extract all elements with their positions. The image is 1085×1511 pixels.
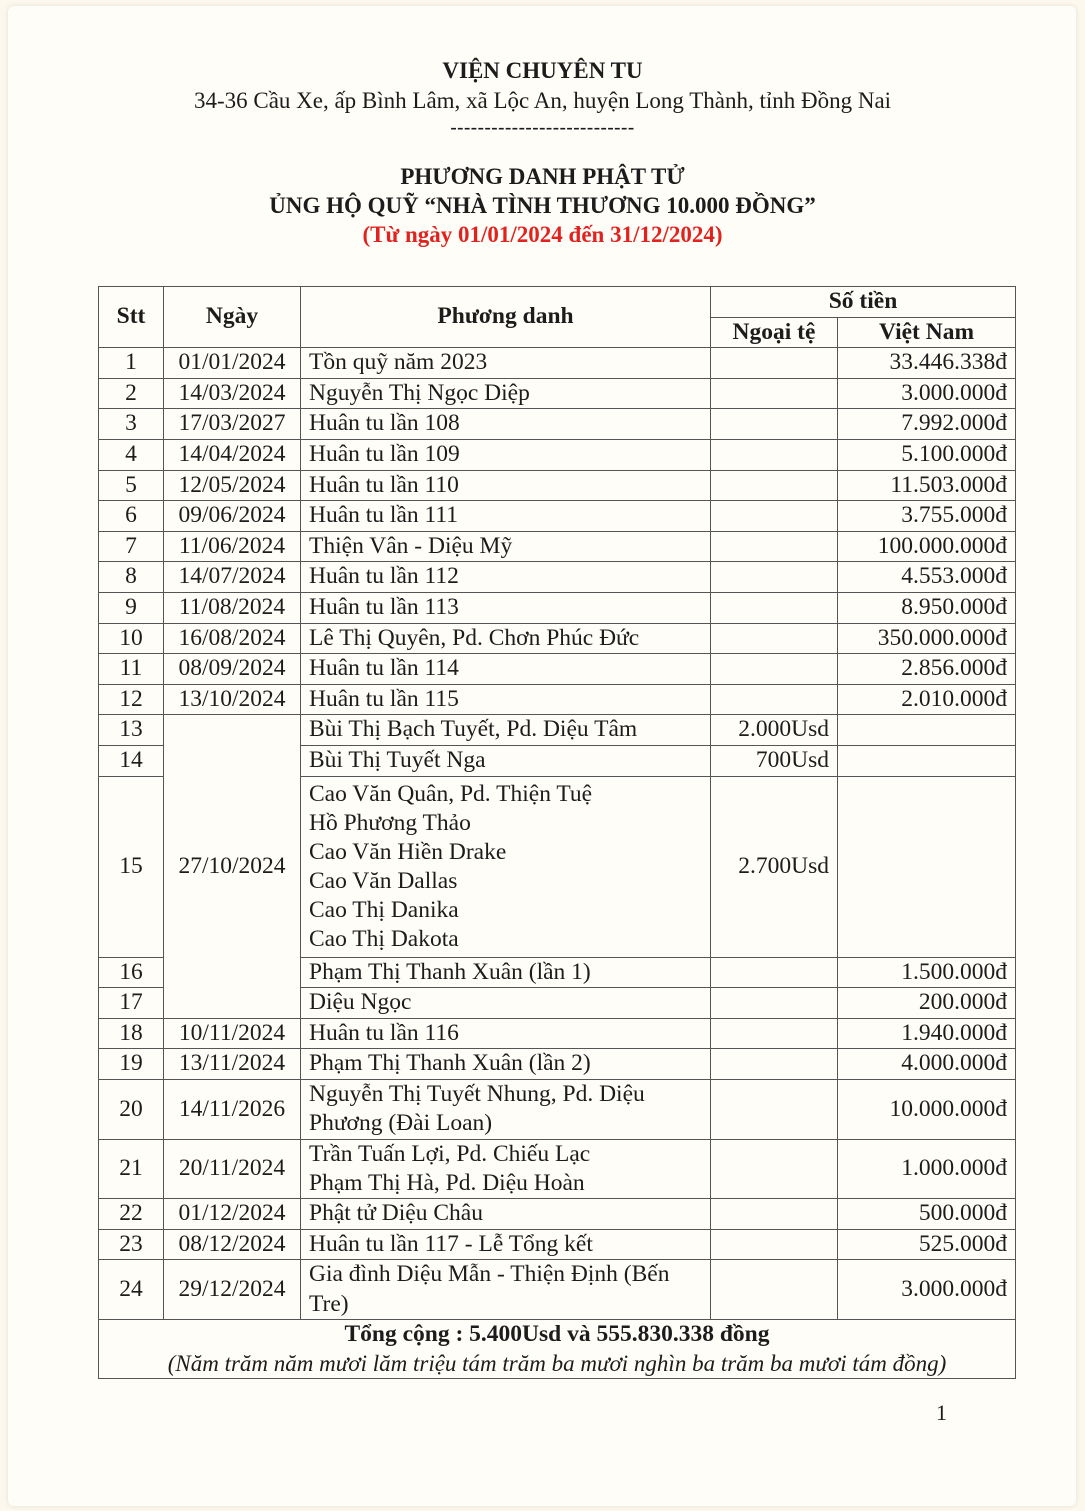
row-stt: 12 <box>99 684 164 715</box>
row-date: 11/06/2024 <box>164 531 301 562</box>
row-date: 14/04/2024 <box>164 439 301 470</box>
row-name: Phạm Thị Thanh Xuân (lần 2) <box>301 1049 711 1080</box>
row-foreign-amount <box>711 531 838 562</box>
row-vnd-amount <box>838 745 1016 776</box>
row-name: Nguyễn Thị Ngọc Diệp <box>301 378 711 409</box>
document-title: PHƯƠNG DANH PHẬT TỬ <box>400 164 685 189</box>
table-row <box>99 378 1016 409</box>
row-name: Phạm Thị Thanh Xuân (lần 1) <box>301 957 711 988</box>
row-vnd-amount: 33.446.338đ <box>838 348 1016 379</box>
header-stt: Stt <box>99 287 164 348</box>
row-stt: 2 <box>99 378 164 409</box>
table-row <box>99 715 1016 746</box>
row-stt: 11 <box>99 654 164 685</box>
row-vnd-amount: 4.000.000đ <box>838 1049 1016 1080</box>
row-name: Huân tu lần 111 <box>301 501 711 532</box>
header-date: Ngày <box>164 287 301 348</box>
row-name: Lê Thị Quyên, Pd. Chơn Phúc Đức <box>301 623 711 654</box>
row-stt: 18 <box>99 1018 164 1049</box>
row-foreign-amount <box>711 623 838 654</box>
row-foreign-amount <box>711 1229 838 1260</box>
row-vnd-amount: 200.000đ <box>838 988 1016 1019</box>
table-row <box>99 531 1016 562</box>
table-row <box>99 592 1016 623</box>
row-foreign-amount <box>711 1260 838 1320</box>
row-stt: 10 <box>99 623 164 654</box>
row-stt: 17 <box>99 988 164 1019</box>
table-row <box>99 439 1016 470</box>
table-row <box>99 654 1016 685</box>
row-foreign-amount <box>711 470 838 501</box>
row-date: 13/11/2024 <box>164 1049 301 1080</box>
row-stt: 6 <box>99 501 164 532</box>
row-date: 17/03/2027 <box>164 409 301 440</box>
donor-name-line: Cao Văn Quân, Pd. Thiện Tuệ <box>309 780 593 807</box>
row-stt: 21 <box>99 1140 164 1199</box>
row-date: 14/07/2024 <box>164 562 301 593</box>
table-row <box>99 409 1016 440</box>
row-stt: 16 <box>99 957 164 988</box>
row-name: Thiện Vân - Diệu Mỹ <box>301 531 711 562</box>
table-row <box>99 1079 1016 1139</box>
row-vnd-amount: 2.010.000đ <box>838 684 1016 715</box>
row-stt: 24 <box>99 1260 164 1320</box>
row-stt: 7 <box>99 531 164 562</box>
row-foreign-amount <box>711 409 838 440</box>
row-name: Huân tu lần 108 <box>301 409 711 440</box>
donor-name-line: Cao Văn Hiền Drake <box>309 838 507 865</box>
donor-name-line: Cao Văn Dallas <box>309 867 458 894</box>
header-vnd: Việt Nam <box>838 317 1016 348</box>
row-foreign-amount <box>711 378 838 409</box>
row-date: 08/12/2024 <box>164 1229 301 1260</box>
row-foreign-amount <box>711 1079 838 1139</box>
donor-name-line: Phạm Thị Hà, Pd. Diệu Hoàn <box>309 1170 585 1197</box>
row-stt: 5 <box>99 470 164 501</box>
row-name: Huân tu lần 112 <box>301 562 711 593</box>
row-name <box>301 1140 711 1199</box>
row-date: 14/11/2026 <box>164 1079 301 1139</box>
date-period: (Từ ngày 01/01/2024 đến 31/12/2024) <box>362 222 723 247</box>
row-stt: 14 <box>99 745 164 776</box>
row-foreign-amount <box>711 562 838 593</box>
row-vnd-amount: 10.000.000đ <box>838 1079 1016 1139</box>
row-stt: 4 <box>99 439 164 470</box>
row-foreign-amount: 2.000Usd <box>711 715 838 746</box>
row-name: Nguyễn Thị Tuyết Nhung, Pd. Diệu Phương (Đài Loan) <box>301 1079 711 1139</box>
row-vnd-amount <box>838 715 1016 746</box>
donor-name-line: Cao Thị Dakota <box>309 925 459 952</box>
row-date: 12/05/2024 <box>164 470 301 501</box>
grand-total: Tổng cộng : 5.400Usd và 555.830.338 đồng <box>344 1321 770 1348</box>
row-foreign-amount <box>711 439 838 470</box>
row-foreign-amount: 700Usd <box>711 745 838 776</box>
row-vnd-amount: 3.000.000đ <box>838 378 1016 409</box>
table-header-row <box>99 287 1016 318</box>
row-name: Bùi Thị Bạch Tuyết, Pd. Diệu Tâm <box>301 715 711 746</box>
row-vnd-amount: 500.000đ <box>838 1199 1016 1230</box>
row-foreign-amount <box>711 1140 838 1199</box>
row-vnd-amount: 1.940.000đ <box>838 1018 1016 1049</box>
row-foreign-amount <box>711 501 838 532</box>
row-vnd-amount: 2.856.000đ <box>838 654 1016 685</box>
row-vnd-amount: 7.992.000đ <box>838 409 1016 440</box>
row-date: 29/12/2024 <box>164 1260 301 1320</box>
row-vnd-amount: 3.755.000đ <box>838 501 1016 532</box>
row-foreign-amount <box>711 1199 838 1230</box>
row-foreign-amount <box>711 1049 838 1080</box>
header-amount: Số tiền <box>711 287 1016 318</box>
row-name: Huân tu lần 117 - Lễ Tổng kết <box>301 1229 711 1260</box>
row-date: 01/01/2024 <box>164 348 301 379</box>
table-row <box>99 1229 1016 1260</box>
document-header <box>0 56 1085 249</box>
organization-address: 34-36 Cầu Xe, ấp Bình Lâm, xã Lộc An, huyện Long Thành, tỉnh Đồng Nai <box>193 88 892 113</box>
row-date: 08/09/2024 <box>164 654 301 685</box>
row-stt: 20 <box>99 1079 164 1139</box>
row-name: Huân tu lần 114 <box>301 654 711 685</box>
row-date: 20/11/2024 <box>164 1140 301 1199</box>
row-date: 13/10/2024 <box>164 684 301 715</box>
table-row <box>99 1199 1016 1230</box>
row-stt: 3 <box>99 409 164 440</box>
total-cell <box>99 1320 1016 1379</box>
row-vnd-amount: 8.950.000đ <box>838 592 1016 623</box>
row-date: 09/06/2024 <box>164 501 301 532</box>
row-stt: 23 <box>99 1229 164 1260</box>
donor-table <box>98 286 1016 1379</box>
row-name: Gia đình Diệu Mẫn - Thiện Định (Bến Tre) <box>301 1260 711 1320</box>
table-row <box>99 562 1016 593</box>
row-name: Huân tu lần 113 <box>301 592 711 623</box>
table-row <box>99 1018 1016 1049</box>
row-name <box>301 776 711 957</box>
row-foreign-amount <box>711 957 838 988</box>
row-name: Huân tu lần 115 <box>301 684 711 715</box>
header-foreign-currency: Ngoại tệ <box>711 317 838 348</box>
row-name: Huân tu lần 116 <box>301 1018 711 1049</box>
row-date: 10/11/2024 <box>164 1018 301 1049</box>
page-number: 1 <box>936 1400 947 1425</box>
table-row <box>99 684 1016 715</box>
table-row <box>99 348 1016 379</box>
donor-name-line: Cao Thị Danika <box>309 896 459 923</box>
row-vnd-amount: 1.500.000đ <box>838 957 1016 988</box>
row-vnd-amount <box>838 776 1016 957</box>
row-foreign-amount <box>711 684 838 715</box>
row-stt: 19 <box>99 1049 164 1080</box>
header-name: Phương danh <box>301 287 711 348</box>
row-foreign-amount: 2.700Usd <box>711 776 838 957</box>
row-vnd-amount: 3.000.000đ <box>838 1260 1016 1320</box>
row-stt: 22 <box>99 1199 164 1230</box>
row-vnd-amount: 4.553.000đ <box>838 562 1016 593</box>
row-stt: 15 <box>99 776 164 957</box>
row-vnd-amount: 5.100.000đ <box>838 439 1016 470</box>
row-name: Diệu Ngọc <box>301 988 711 1019</box>
document-subtitle: ỦNG HỘ QUỸ “NHÀ TÌNH THƯƠNG 10.000 ĐỒNG” <box>269 193 816 218</box>
row-date: 11/08/2024 <box>164 592 301 623</box>
total-row <box>99 1320 1016 1379</box>
row-date: 16/08/2024 <box>164 623 301 654</box>
total-in-words: (Năm trăm năm mươi lăm triệu tám trăm ba mươi nghìn ba trăm ba mươi tám đồng) <box>167 1351 947 1377</box>
row-vnd-amount: 11.503.000đ <box>838 470 1016 501</box>
header-divider: --------------------------- <box>450 117 635 138</box>
table-row <box>99 1049 1016 1080</box>
row-foreign-amount <box>711 654 838 685</box>
organization-name: VIỆN CHUYÊN TU <box>442 58 643 83</box>
table-row <box>99 470 1016 501</box>
table-row <box>99 623 1016 654</box>
row-stt: 1 <box>99 348 164 379</box>
row-vnd-amount: 525.000đ <box>838 1229 1016 1260</box>
row-name: Tồn quỹ năm 2023 <box>301 348 711 379</box>
row-stt: 8 <box>99 562 164 593</box>
row-foreign-amount <box>711 348 838 379</box>
row-vnd-amount: 100.000.000đ <box>838 531 1016 562</box>
row-foreign-amount <box>711 592 838 623</box>
table-row <box>99 501 1016 532</box>
row-stt: 9 <box>99 592 164 623</box>
row-vnd-amount: 350.000.000đ <box>838 623 1016 654</box>
donor-name-line: Hồ Phương Thảo <box>309 809 471 836</box>
row-foreign-amount <box>711 988 838 1019</box>
donor-name-line: Trần Tuấn Lợi, Pd. Chiếu Lạc <box>309 1141 591 1168</box>
row-name: Huân tu lần 110 <box>301 470 711 501</box>
row-date: 14/03/2024 <box>164 378 301 409</box>
row-foreign-amount <box>711 1018 838 1049</box>
row-date: 27/10/2024 <box>164 715 301 1018</box>
table-row <box>99 1140 1016 1199</box>
row-name: Bùi Thị Tuyết Nga <box>301 745 711 776</box>
table-row <box>99 1260 1016 1320</box>
row-name: Huân tu lần 109 <box>301 439 711 470</box>
row-name: Phật tử Diệu Châu <box>301 1199 711 1230</box>
row-date: 01/12/2024 <box>164 1199 301 1230</box>
row-stt: 13 <box>99 715 164 746</box>
row-vnd-amount: 1.000.000đ <box>838 1140 1016 1199</box>
